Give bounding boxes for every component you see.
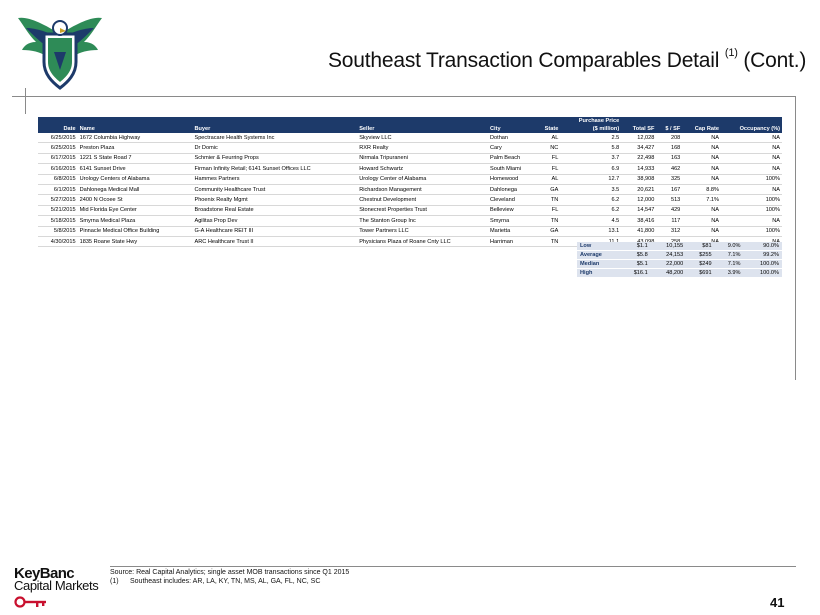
key-icon <box>14 596 48 608</box>
table-cell: 1672 Columbia Highway <box>78 133 193 143</box>
table-cell: Agilitas Prop Dev <box>192 216 357 226</box>
table-cell: AL <box>536 133 560 143</box>
column-header: Date <box>38 125 78 133</box>
table-cell: 100% <box>721 205 782 215</box>
table-cell: 38,416 <box>621 216 656 226</box>
table-cell: Urology Center of Alabama <box>357 174 488 184</box>
table-cell: Palm Beach <box>488 153 536 163</box>
table-cell: Marietta <box>488 226 536 236</box>
title-footnote-marker: (1) <box>724 47 738 59</box>
table-cell: Smyrna <box>488 216 536 226</box>
summary-value: $5.1 <box>620 260 651 269</box>
table-cell: 5.8 <box>560 143 621 153</box>
table-cell: NA <box>682 133 721 143</box>
table-cell: 117 <box>656 216 682 226</box>
crosshair-vertical <box>25 88 26 114</box>
table-cell: 8.8% <box>682 184 721 194</box>
header-rule <box>26 96 796 97</box>
table-cell: 12.7 <box>560 174 621 184</box>
table-cell: NA <box>682 205 721 215</box>
column-header: ($ million) <box>560 125 621 133</box>
table-cell: NA <box>721 184 782 194</box>
summary-value: 100.0% <box>744 269 783 278</box>
table-row <box>38 195 782 205</box>
table-cell: 462 <box>656 164 682 174</box>
footnote-text: Southeast includes: AR, LA, KY, TN, MS, AL, GA, FL, NC, SC <box>130 578 321 585</box>
table-header-row-top <box>38 117 782 125</box>
table-cell: TN <box>536 236 560 246</box>
table-cell: Dothan <box>488 133 536 143</box>
table-row <box>38 216 782 226</box>
table-cell: Skyview LLC <box>357 133 488 143</box>
summary-row <box>577 260 782 269</box>
table-cell: South Miami <box>488 164 536 174</box>
table-cell: Chestnut Development <box>357 195 488 205</box>
table-cell: 41,800 <box>621 226 656 236</box>
summary-value: 48,200 <box>651 269 687 278</box>
table-cell: 38,908 <box>621 174 656 184</box>
table-cell: 6.9 <box>560 164 621 174</box>
table-cell: 7.1% <box>682 195 721 205</box>
table-cell: Belleview <box>488 205 536 215</box>
column-header: $ / SF <box>656 125 682 133</box>
table-cell: FL <box>536 205 560 215</box>
summary-value: $16.1 <box>620 269 651 278</box>
table-cell: NA <box>721 133 782 143</box>
table-cell: GA <box>536 184 560 194</box>
table-cell: Dr Domic <box>192 143 357 153</box>
column-header: City <box>488 125 536 133</box>
summary-value: 10,155 <box>651 242 687 251</box>
table-cell: Community Healthcare Trust <box>192 184 357 194</box>
table-cell: Tower Partners LLC <box>357 226 488 236</box>
summary-value: 99.2% <box>744 251 783 260</box>
table-cell: 168 <box>656 143 682 153</box>
table-cell: Nirmala Tripuraneni <box>357 153 488 163</box>
eagle-crest-logo <box>14 4 106 96</box>
table-cell: 12,000 <box>621 195 656 205</box>
table-cell: Preston Plaza <box>78 143 193 153</box>
table-cell: Dahlonega Medical Mall <box>78 184 193 194</box>
table-cell: NA <box>721 143 782 153</box>
page-title-suffix: (Cont.) <box>737 49 807 72</box>
purchase-price-header: Purchase Price <box>560 117 621 125</box>
table-cell: 100% <box>721 226 782 236</box>
transactions-table <box>38 117 782 247</box>
summary-value: 7.1% <box>715 251 744 260</box>
table-cell: FL <box>536 153 560 163</box>
table-cell: FL <box>536 164 560 174</box>
summary-value: 3.9% <box>715 269 744 278</box>
table-cell: GA <box>536 226 560 236</box>
table-row <box>38 174 782 184</box>
brand-subname: Capital Markets <box>14 578 99 593</box>
footer-rule <box>110 566 796 567</box>
column-header: Total SF <box>621 125 656 133</box>
table-cell: Mid Florida Eye Center <box>78 205 193 215</box>
table-cell: Spectracare Health Systems Inc <box>192 133 357 143</box>
table-row <box>38 133 782 143</box>
table-cell: 2400 N Ocoee St <box>78 195 193 205</box>
table-row <box>38 226 782 236</box>
table-cell: 4.5 <box>560 216 621 226</box>
table-cell: NA <box>721 153 782 163</box>
table-cell: 13.1 <box>560 226 621 236</box>
table-cell: 6141 Sunset Drive <box>78 164 193 174</box>
table-cell: Hammes Partners <box>192 174 357 184</box>
summary-value: 24,153 <box>651 251 687 260</box>
summary-value: $255 <box>686 251 714 260</box>
summary-value: 9.0% <box>715 242 744 251</box>
summary-row <box>577 251 782 260</box>
table-cell: Richardson Management <box>357 184 488 194</box>
column-header: Buyer <box>192 125 357 133</box>
column-header: Seller <box>357 125 488 133</box>
table-cell: Stonecrest Properties Trust <box>357 205 488 215</box>
table-cell: 6.2 <box>560 205 621 215</box>
summary-label: High <box>577 269 620 278</box>
page-number: 41 <box>770 595 785 610</box>
table-cell: 34,427 <box>621 143 656 153</box>
table-cell: NA <box>682 226 721 236</box>
table-cell: 5/8/2015 <box>38 226 78 236</box>
table-cell: 312 <box>656 226 682 236</box>
summary-row <box>577 269 782 278</box>
table-row <box>38 205 782 215</box>
summary-value: 90.0% <box>744 242 783 251</box>
summary-value: 100.0% <box>744 260 783 269</box>
table-cell: TN <box>536 195 560 205</box>
summary-value: $81 <box>686 242 714 251</box>
table-cell: 3.7 <box>560 153 621 163</box>
table-cell: 6/8/2015 <box>38 174 78 184</box>
summary-value: $1.1 <box>620 242 651 251</box>
table-header-row <box>38 125 782 133</box>
table-cell: NA <box>721 164 782 174</box>
summary-row <box>577 242 782 251</box>
page-title <box>328 49 806 73</box>
table-cell: NA <box>682 153 721 163</box>
table-cell: 5/18/2015 <box>38 216 78 226</box>
table-cell: 429 <box>656 205 682 215</box>
summary-value: $249 <box>686 260 714 269</box>
table-cell: TN <box>536 216 560 226</box>
table-cell: Cleveland <box>488 195 536 205</box>
table-cell: Harriman <box>488 236 536 246</box>
table-cell: 22,498 <box>621 153 656 163</box>
footnote-marker: (1) <box>110 578 119 585</box>
table-cell: 513 <box>656 195 682 205</box>
table-cell: 4/30/2015 <box>38 236 78 246</box>
table-cell: The Stanton Group Inc <box>357 216 488 226</box>
table-cell: Cary <box>488 143 536 153</box>
table-cell: 6/1/2015 <box>38 184 78 194</box>
table-cell: Phoenix Realty Mgmt <box>192 195 357 205</box>
table-cell: 12,028 <box>621 133 656 143</box>
summary-label: Median <box>577 260 620 269</box>
table-cell: 6/17/2015 <box>38 153 78 163</box>
table-cell: G-A Healthcare REIT III <box>192 226 357 236</box>
table-cell: Smyrna Medical Plaza <box>78 216 193 226</box>
summary-value: 7.1% <box>715 260 744 269</box>
crosshair-horizontal <box>12 96 42 97</box>
table-cell: Firman Infinity Retail; 6141 Sunset Offices LLC <box>192 164 357 174</box>
table-cell: 163 <box>656 153 682 163</box>
page-title-main: Southeast Transaction Comparables Detail <box>328 49 720 72</box>
table-cell: 14,933 <box>621 164 656 174</box>
table-cell: 6.2 <box>560 195 621 205</box>
table-row <box>38 184 782 194</box>
table-cell: NA <box>682 143 721 153</box>
table-cell: Broadstone Real Estate <box>192 205 357 215</box>
table-cell: 1221 S State Road 7 <box>78 153 193 163</box>
summary-body <box>577 242 782 278</box>
column-header: Cap Rate <box>682 125 721 133</box>
right-rule <box>795 96 796 380</box>
table-cell: Urology Centers of Alabama <box>78 174 193 184</box>
table-cell: Physicians Plaza of Roane Cnty LLC <box>357 236 488 246</box>
table-cell: Schmier & Feurring Props <box>192 153 357 163</box>
table-cell: 6/25/2015 <box>38 133 78 143</box>
table-cell: 100% <box>721 195 782 205</box>
summary-value: $5.8 <box>620 251 651 260</box>
summary-label: Average <box>577 251 620 260</box>
table-cell: 3.5 <box>560 184 621 194</box>
table-cell: 2.5 <box>560 133 621 143</box>
table-cell: NA <box>682 216 721 226</box>
table-cell: Homewood <box>488 174 536 184</box>
table-cell: 20,621 <box>621 184 656 194</box>
table-cell: AL <box>536 174 560 184</box>
table-cell: NC <box>536 143 560 153</box>
summary-value: 22,000 <box>651 260 687 269</box>
table-body <box>38 133 782 247</box>
table-row <box>38 143 782 153</box>
table-cell: ARC Healthcare Trust II <box>192 236 357 246</box>
column-header: Name <box>78 125 193 133</box>
table-cell: 325 <box>656 174 682 184</box>
table-cell: RXR Realty <box>357 143 488 153</box>
summary-table <box>577 242 782 278</box>
table-cell: 208 <box>656 133 682 143</box>
table-cell: 5/27/2015 <box>38 195 78 205</box>
table-cell: 167 <box>656 184 682 194</box>
column-header: State <box>536 125 560 133</box>
column-header: Occupancy (%) <box>721 125 782 133</box>
table-cell: 1835 Roane State Hwy <box>78 236 193 246</box>
table-cell: Pinnacle Medical Office Building <box>78 226 193 236</box>
table-cell: 6/25/2015 <box>38 143 78 153</box>
summary-label: Low <box>577 242 620 251</box>
table-row <box>38 164 782 174</box>
table-cell: 5/21/2015 <box>38 205 78 215</box>
table-cell: NA <box>721 216 782 226</box>
table-cell: 14,547 <box>621 205 656 215</box>
table-cell: NA <box>682 174 721 184</box>
table-cell: NA <box>682 164 721 174</box>
summary-value: $691 <box>686 269 714 278</box>
table-cell: Dahlonega <box>488 184 536 194</box>
table-cell: 100% <box>721 174 782 184</box>
table-cell: 6/16/2015 <box>38 164 78 174</box>
table-cell: Howard Schwartz <box>357 164 488 174</box>
source-note: Source: Real Capital Analytics; single asset MOB transactions since Q1 2015 <box>110 569 350 576</box>
table-row <box>38 153 782 163</box>
brand-name: KeyBanc <box>14 565 74 582</box>
